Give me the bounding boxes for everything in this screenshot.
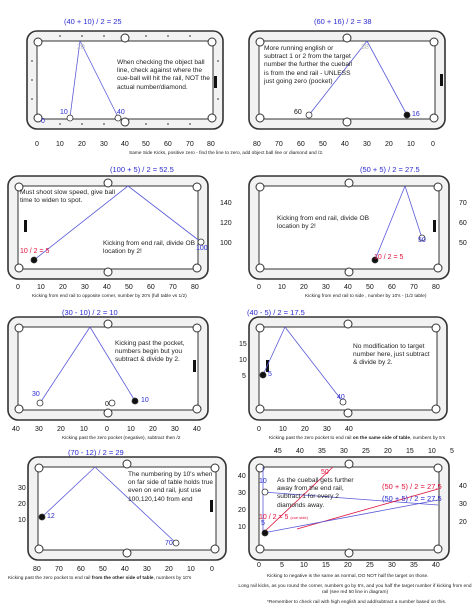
axis-tick: 20: [59, 284, 67, 291]
axis-tick: 20: [238, 507, 246, 514]
note: Kicking past the pocket, numbers begin but you subtract & divide by 2.: [115, 340, 185, 364]
axis-tick: 40: [12, 426, 20, 433]
axis-tick: 20: [57, 426, 65, 433]
axis-tick: 10: [56, 141, 64, 148]
axis-tick: 10: [238, 524, 246, 531]
axis-tick: 50: [99, 566, 107, 573]
axis-tick: 10: [278, 284, 286, 291]
panel-end-rail-to-side: [237, 160, 474, 305]
label-cueball-calc: 10 / 2 = 5: [374, 254, 404, 261]
label-object-ball: 50: [418, 237, 426, 244]
panel-long-rail-kicks: [237, 445, 474, 613]
formula: (100 + 5) / 2 = 52.5: [110, 165, 174, 174]
axis-tick: 40: [193, 426, 201, 433]
axis-tick: 80: [191, 284, 199, 291]
formula-red: (50 + 5) / 2 = 27.5: [382, 482, 442, 491]
caption-text: , numbers by 10's: [153, 576, 192, 581]
axis-tick: 30: [322, 284, 330, 291]
formula: (50 + 5) / 2 = 27.5: [360, 165, 420, 174]
note: When checking the object ball line, check against where the cue-ball will hit the rail, NOT the actual number/diamond.: [117, 59, 210, 91]
axis-tick: 80: [207, 141, 215, 148]
axis-tick: 10: [80, 426, 88, 433]
axis-tick: 10: [239, 357, 247, 364]
formula: (40 + 10) / 2 = 25: [64, 17, 122, 26]
axis-tick: 0: [431, 141, 435, 148]
axis-tick: 20: [165, 566, 173, 573]
axis-tick: 50: [459, 240, 467, 247]
axis-tick: 60: [388, 284, 396, 291]
axis-tick: 70: [459, 200, 467, 207]
label-cueball: 16: [412, 111, 420, 118]
axis-tick: 10: [127, 426, 135, 433]
axis-tick: 60: [459, 220, 467, 227]
label-cueball: 5: [268, 371, 272, 378]
label-zero: 0: [41, 118, 45, 125]
axis-tick: 30: [100, 141, 108, 148]
axis-tick: 0: [105, 426, 109, 433]
axis-tick: 20: [384, 448, 392, 455]
axis-tick: 30: [323, 426, 331, 433]
axis-tick: 30: [388, 562, 396, 569]
axis-tick: 60: [147, 284, 155, 291]
label-object-ball: 40: [117, 109, 125, 116]
label-zero: 0: [105, 401, 109, 408]
axis-tick: 10: [279, 426, 287, 433]
axis-tick: 60: [77, 566, 85, 573]
formula: (60 + 16) / 2 = 38: [314, 17, 372, 26]
axis-tick: 70: [410, 284, 418, 291]
axis-tick: 45: [274, 448, 282, 455]
axis-tick: 70: [55, 566, 63, 573]
label-object-ball: 70: [165, 540, 173, 547]
axis-tick: 50: [366, 284, 374, 291]
caption: Kicking from end rail to opposite corner, number by 20's (full table vs 1/2): [32, 294, 187, 299]
caption-text: , numbers by 5's: [410, 436, 446, 441]
axis-tick: 30: [35, 426, 43, 433]
axis-tick: 20: [78, 141, 86, 148]
label-object-ball: 100: [196, 245, 208, 252]
axis-tick: 0: [35, 141, 39, 148]
axis-tick: 30: [363, 141, 371, 148]
red-calc-small: (cue side): [290, 515, 308, 520]
caption-text: Kicking past the zero pocket to end rail: [8, 576, 92, 581]
axis-tick: 30: [459, 501, 467, 508]
axis-tick: 20: [149, 426, 157, 433]
formula: (30 - 10) / 2 = 10: [62, 308, 118, 317]
caption: Kicking past the zero pocket (negative), subtract then /2: [62, 436, 181, 441]
axis-tick: 20: [301, 426, 309, 433]
axis-tick: 80: [253, 141, 261, 148]
note: More running english or subtract 1 or 2 from the target number the further the cueball is from the end rail - UNLESS just going zero (pocket): [264, 45, 352, 85]
label-object-ball: 60: [294, 109, 302, 116]
panel-past-zero-same-side: [237, 305, 474, 445]
label-cueball: 10: [60, 109, 68, 116]
axis-tick: 30: [143, 566, 151, 573]
label-cueball-calc: 10 / 2 = 5: [20, 248, 50, 255]
axis-tick: 40: [341, 141, 349, 148]
note: Must shoot slow speed, give ball time to widen to spot.: [20, 189, 115, 205]
axis-tick: 10: [37, 284, 45, 291]
axis-tick: 10: [187, 566, 195, 573]
axis-tick: 80: [33, 566, 41, 573]
caption: Kicking to negative is the same as normal, DO NOT half the target on those.: [267, 574, 429, 579]
axis-tick: 10: [428, 448, 436, 455]
caption: Kicking from end rail to side , number by 10's - (1/2 table): [305, 294, 427, 299]
axis-tick: 5: [450, 448, 454, 455]
axis-tick: 20: [300, 284, 308, 291]
axis-tick: 40: [432, 562, 440, 569]
note: As the cueball gets further away from the end rail, subtract 1 for every 2 diamonds away.: [277, 477, 354, 509]
axis-tick: 50: [125, 284, 133, 291]
axis-tick: 40: [459, 483, 467, 490]
axis-tick: 30: [81, 284, 89, 291]
panel-end-rail-opposite-corner: [0, 160, 237, 305]
axis-tick: 10: [18, 517, 26, 524]
caption-bold: on the same side of table: [352, 436, 411, 441]
label-blue-5: 5: [261, 520, 265, 527]
axis-tick: 5: [280, 562, 284, 569]
axis-tick: 0: [257, 562, 261, 569]
axis-tick: 50: [319, 141, 327, 148]
axis-tick: 70: [169, 284, 177, 291]
label-red-calc: [259, 514, 308, 522]
note: No modification to target number here, just subtract & divide by 2.: [353, 343, 430, 367]
label-blue-10: 10: [259, 478, 267, 485]
axis-tick: 40: [103, 284, 111, 291]
axis-tick: 10: [407, 141, 415, 148]
axis-tick: 10: [300, 562, 308, 569]
label-object-ball: 30: [32, 391, 40, 398]
axis-tick: 0: [210, 566, 214, 573]
pool-table-diagram: [0, 160, 237, 305]
note-2: Kicking from end rail, divide OB location by 2!: [103, 240, 195, 256]
axis-tick: 80: [432, 284, 440, 291]
caption: [269, 436, 445, 441]
caption: [8, 576, 191, 581]
red-calc-text: 10 / 2 = 5: [259, 514, 289, 521]
pool-table-diagram: [0, 305, 237, 445]
axis-tick: 0: [257, 426, 261, 433]
axis-tick: 40: [345, 426, 353, 433]
formula-blue: (50 + 5) / 2 = 27.5: [382, 494, 442, 503]
label-cueball: 10: [141, 397, 149, 404]
axis-tick: 15: [406, 448, 414, 455]
caption-text: Kicking past the zero pocket to end rail: [269, 436, 353, 441]
axis-tick: 40: [121, 566, 129, 573]
caption-2: Long rail kicks, as you round the corner, numbers go by 5's, and you half the target number if kicking from end rail (see red 50 line in diagram): [238, 584, 472, 595]
label-red-50: 50: [321, 469, 329, 476]
axis-tick: 60: [164, 141, 172, 148]
panel-past-zero-pocket: [0, 305, 237, 445]
axis-tick: 20: [344, 562, 352, 569]
axis-tick: 5: [242, 373, 246, 380]
label-target: 20: [77, 44, 85, 51]
caption: Same Side Kicks, positive zero - find the line to zero, add object ball line or diamond and /2.: [129, 151, 324, 156]
formula: (40 - 5) / 2 = 17.5: [247, 308, 305, 317]
caption-3: *Remember to check rail with high english and add/subtract a number based on this.: [267, 600, 447, 605]
axis-tick: 70: [275, 141, 283, 148]
note: The numbering by 10's when on far side of table holds true even on end rail, just use 100,120,140 from end: [128, 471, 214, 503]
axis-tick: 0: [257, 284, 261, 291]
axis-tick: 0: [16, 284, 20, 291]
axis-tick: 25: [366, 562, 374, 569]
panel-past-zero-other-side: [0, 445, 237, 585]
formula: (70 - 12) / 2 = 29: [68, 448, 124, 457]
label-target: 38: [361, 44, 369, 51]
axis-tick: 120: [220, 220, 232, 227]
axis-tick: 30: [340, 448, 348, 455]
axis-tick: 50: [142, 141, 150, 148]
panel-running-english: [237, 0, 474, 160]
axis-tick: 35: [410, 562, 418, 569]
axis-tick: 60: [297, 141, 305, 148]
axis-tick: 20: [18, 501, 26, 508]
axis-tick: 40: [296, 448, 304, 455]
caption-bold: from the other side of table: [91, 576, 154, 581]
label-object-ball: 40: [337, 394, 345, 401]
axis-tick: 15: [239, 341, 247, 348]
pool-table-diagram: [0, 445, 237, 585]
axis-tick: 30: [18, 485, 26, 492]
axis-tick: 25: [362, 448, 370, 455]
axis-tick: 140: [220, 200, 232, 207]
axis-tick: 40: [121, 141, 129, 148]
axis-tick: 30: [171, 426, 179, 433]
axis-tick: 40: [238, 473, 246, 480]
label-cueball: 12: [47, 513, 55, 520]
axis-tick: 15: [322, 562, 330, 569]
axis-tick: 70: [186, 141, 194, 148]
axis-tick: 100: [220, 240, 232, 247]
axis-tick: 30: [238, 490, 246, 497]
note: Kicking from end rail, divide OB location by 2!: [277, 215, 369, 231]
axis-tick: 20: [385, 141, 393, 148]
pool-table-diagram: [237, 305, 474, 445]
axis-tick: 40: [344, 284, 352, 291]
axis-tick: 20: [459, 519, 467, 526]
axis-tick: 35: [318, 448, 326, 455]
